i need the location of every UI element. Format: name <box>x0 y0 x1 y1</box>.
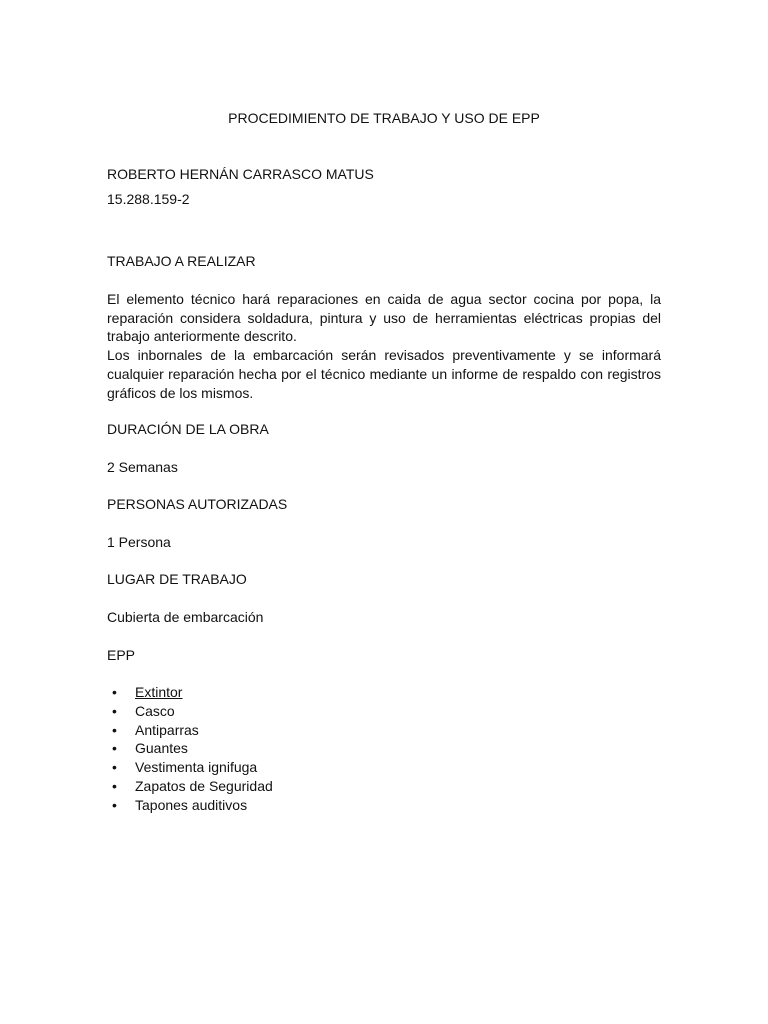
worker-rut: 15.288.159-2 <box>107 191 190 207</box>
epp-list-item <box>107 758 273 777</box>
epp-item-label: Vestimenta ignifuga <box>135 759 258 776</box>
duration-heading: DURACIÓN DE LA OBRA <box>107 421 269 437</box>
epp-list-item <box>107 796 273 815</box>
persons-heading: PERSONAS AUTORIZADAS <box>107 496 288 512</box>
epp-list <box>107 683 273 815</box>
bullet-icon: • <box>112 759 117 776</box>
bullet-icon: • <box>112 740 117 757</box>
work-description <box>107 290 661 402</box>
persons-value: 1 Persona <box>107 534 171 550</box>
epp-list-item <box>107 702 273 721</box>
epp-item-label: Guantes <box>135 740 188 757</box>
epp-heading: EPP <box>107 647 136 663</box>
epp-item-label[interactable]: Extintor <box>135 684 183 700</box>
bullet-icon: • <box>112 721 117 738</box>
epp-list-item <box>107 739 273 758</box>
bullet-icon: • <box>112 796 117 813</box>
epp-list-item <box>107 777 273 796</box>
place-value: Cubierta de embarcación <box>107 609 264 625</box>
bullet-icon: • <box>112 702 117 719</box>
epp-item-label: Casco <box>135 702 175 719</box>
document-title: PROCEDIMIENTO DE TRABAJO Y USO DE EPP <box>228 110 540 126</box>
work-paragraph-2: Los inbornales de la embarcación serán revisados preventivamente y se informará cualquier reparación hecha por el técnico mediante un informe de respaldo con registros gráficos de los mismos. <box>107 347 661 401</box>
epp-list-item <box>107 683 273 702</box>
epp-list-item <box>107 721 273 740</box>
place-heading: LUGAR DE TRABAJO <box>107 571 247 587</box>
bullet-icon: • <box>112 684 117 700</box>
epp-item-label: Zapatos de Seguridad <box>135 777 273 794</box>
work-heading: TRABAJO A REALIZAR <box>107 253 256 269</box>
duration-value: 2 Semanas <box>107 459 178 475</box>
worker-name: ROBERTO HERNÁN CARRASCO MATUS <box>107 166 374 182</box>
epp-item-label: Antiparras <box>135 721 199 738</box>
bullet-icon: • <box>112 777 117 794</box>
epp-item-label: Tapones auditivos <box>135 796 248 813</box>
work-paragraph-1: El elemento técnico hará reparaciones en caida de agua sector cocina por popa, la reparación considera soldadura, pintura y uso de herramientas eléctricas propias del trabajo anteriormente descrito. <box>107 291 661 345</box>
